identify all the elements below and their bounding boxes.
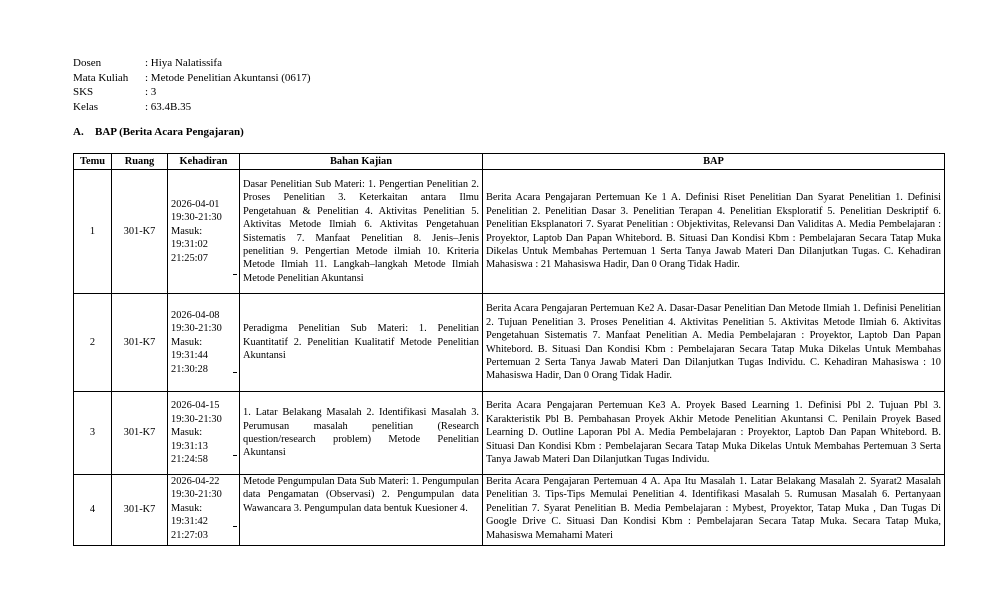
info-label: Kelas — [73, 100, 99, 113]
cell-kehadiran — [168, 294, 240, 392]
cell-bahan-kajian: Dasar Penelitian Sub Materi: 1. Pengertian Penelitian 2. Proses Penelitian 3. Keterkaitan antara Ilmu Pengetahuan & Penelitian 4. Aktivitas Penelitian 5. Aktivitas Metode Ilmiah 6. Aktivitas Pengetahuan Sistematis 7. Manfaat Penelitian 8. Jenis–Jenis penelitian 9. Pengertian Metode ilmiah 10. Kriteria Metode Ilmiah 11. Langkah–langkah Metode Ilmiah Metode Penelitian Akuntansi — [240, 170, 483, 294]
info-row-mata-kuliah — [73, 71, 311, 86]
table-row — [74, 170, 945, 294]
column-header-bahan-kajian: Bahan Kajian — [240, 154, 483, 170]
cell-kehadiran — [168, 475, 240, 546]
column-header-ruang: Ruang — [112, 154, 168, 170]
cell-bap: Berita Acara Pengajaran Pertemuan Ke2 A. Dasar-Dasar Penelitian Dan Metode Ilmiah 1. Definisi Penelitian 2. Tujuan Penelitian 3. Proses Penelitian 4. Aktivitas Penelitian 5. Aktivitas Metode Ilmiah 6. Aktivitas Pengetahuan Sistematis 7. Manfaat Penelitian A. Media Pembelajaran : Proyektor, Laptob Dan Papan Whitebord. B. Situasi Dan Kondisi Kbm : Pembelajaran Secara Tatap Muka Dikelas Untuk Membahas Pertemuan 2 Serta Tanya Jawab Materi Dan Dilanjutkan Tugas Individu. C. Kehadiran Mahasiswa : 10 Mahasiswa Hadir, Dan 0 Orang Tidak Hadir. — [483, 294, 945, 392]
kehadiran-text: 2026-04-22 19:30-21:30 Masuk: 19:31:42 21:27:03 — [171, 476, 222, 541]
cell-kehadiran — [168, 392, 240, 475]
bap-table — [73, 153, 945, 546]
cell-bap — [483, 475, 945, 546]
info-label: Dosen — [73, 57, 102, 69]
course-info — [73, 56, 311, 114]
kehadiran-text: 2026-04-01 19:30-21:30 Masuk: 19:31:02 21:25:07 — [171, 198, 222, 264]
cell-temu: 3 — [74, 392, 112, 475]
kehadiran-text: 2026-04-15 19:30-21:30 Masuk: 19:31:13 21:24:58 — [171, 400, 222, 466]
bahan-kajian-text: Metode Pengumpulan Data Sub Materi: 1. Pengumpulan data Pengamatan (Observasi) 2. Pengumpulan data Wawancara 3. Pengumpulan data bentuk Kuesioner 4. — [243, 476, 479, 514]
cell-ruang: 301-K7 — [112, 392, 168, 475]
section-number: A. — [73, 126, 84, 138]
cell-bahan-kajian: Peradigma Penelitian Sub Materi: 1. Penelitian Kuantitatif 2. Penelitian Kualitatif Metode Penelitian Akuntansi — [240, 294, 483, 392]
info-row-dosen — [73, 56, 311, 71]
cell-bap: Berita Acara Pengajaran Pertemuan Ke 1 A. Definisi Riset Penelitian Dan Syarat Penelitian 1. Definisi Penelitian 2. Penelitian Dasar 3. Penelitian Terapan 4. Penelitian Eksploratif 5. Penelitian Deskriptif 6. Penelitian Eksplanatori 7. Syarat Penelitian : Objektivitas, Relevansi Dan Validitas A. Media Pembelajaran : Proyektor, Laptob Dan Papan Whitebord. B. Situasi Dan Kondisi Kbm : Pembelajaran Secara Tatap Muka Dikelas Untuk Membahas Pertemuan 1 Serta Tanya Jawab Materi Dan Dilanjutkan Tugas. C. Kehadiran Mahasiswa : 21 Mahasiswa Hadir, Dan 0 Orang Tidak Hadir. — [483, 170, 945, 294]
cell-temu: 2 — [74, 294, 112, 392]
cell-temu: 1 — [74, 170, 112, 294]
cell-ruang: 301-K7 — [112, 170, 168, 294]
info-label: SKS — [73, 86, 94, 98]
cell-ruang: 301-K7 — [112, 294, 168, 392]
tick-mark — [233, 372, 237, 373]
tick-mark — [233, 455, 237, 456]
cell-bahan-kajian: 1. Latar Belakang Masalah 2. Identifikasi Masalah 3. Perumusan masalah penelitian (Research question/research problem) Metode Penelitian Akuntansi — [240, 392, 483, 475]
column-header-kehadiran: Kehadiran — [168, 154, 240, 170]
cell-ruang: 301-K7 — [112, 475, 168, 546]
cell-bahan-kajian — [240, 475, 483, 546]
column-header-bap: BAP — [483, 154, 945, 170]
info-row-kelas — [73, 100, 311, 115]
table-header-row — [74, 154, 945, 170]
info-value: : Metode Penelitian Akuntansi (0617) — [145, 71, 311, 84]
tick-mark — [233, 526, 237, 527]
info-label: Mata Kuliah — [73, 71, 129, 84]
bap-text: Berita Acara Pengajaran Pertemuan 4 A. Apa Itu Masalah 1. Latar Belakang Masalah 2. Syarat2 Masalah Penelitian 3. Tips-Tips Memulai Penelitian 4. Identifikasi Masalah 5. Rumusan Masalah 6. Pertanyaan Penelitian 7. Syarat Penelitian B. Media Pembelajaran : Mybest, Proyektor, Tatap Muka , Dan Tugas Di Google Drive C. Situasi Dan Kondisi Kbm : Pembelajaran Secara Tatap Muka. Secara Tatap Muka, Mahasiswa Memahami Materi — [486, 476, 941, 541]
info-value: : Hiya Nalatissifa — [145, 57, 222, 69]
cell-temu: 4 — [74, 475, 112, 546]
info-value: : 63.4B.35 — [145, 100, 192, 113]
info-value: : 3 — [145, 86, 157, 98]
table-row — [74, 392, 945, 475]
column-header-temu: Temu — [74, 154, 112, 170]
table-row — [74, 475, 945, 546]
table-row — [74, 294, 945, 392]
tick-mark — [233, 274, 237, 275]
section-title: BAP (Berita Acara Pengajaran) — [95, 126, 244, 138]
info-row-sks — [73, 85, 311, 100]
cell-bap: Berita Acara Pengajaran Pertemuan Ke3 A. Proyek Based Learning 1. Definisi Pbl 2. Tujuan Pbl 3. Karakteristik Pbl B. Pembahasan Proyek Akhir Metode Penelitian Akuntansi C. Penilain Proyek Based Learning D. Outline Laporan Pbl A. Media Pembelajaran : Proyektor, Laptob Dan Papan Whitebord. B. Situasi Dan Kondisi Kbm : Pembelajaran Secara Tatap Muka Dikelas Untuk Membahas Pertemuan 3 Serta Tanya Jawab Materi Dan Dilanjutkan Tugas Individu. — [483, 392, 945, 475]
cell-kehadiran — [168, 170, 240, 294]
section-heading — [73, 126, 244, 138]
kehadiran-text: 2026-04-08 19:30-21:30 Masuk: 19:31:44 21:30:28 — [171, 309, 222, 375]
